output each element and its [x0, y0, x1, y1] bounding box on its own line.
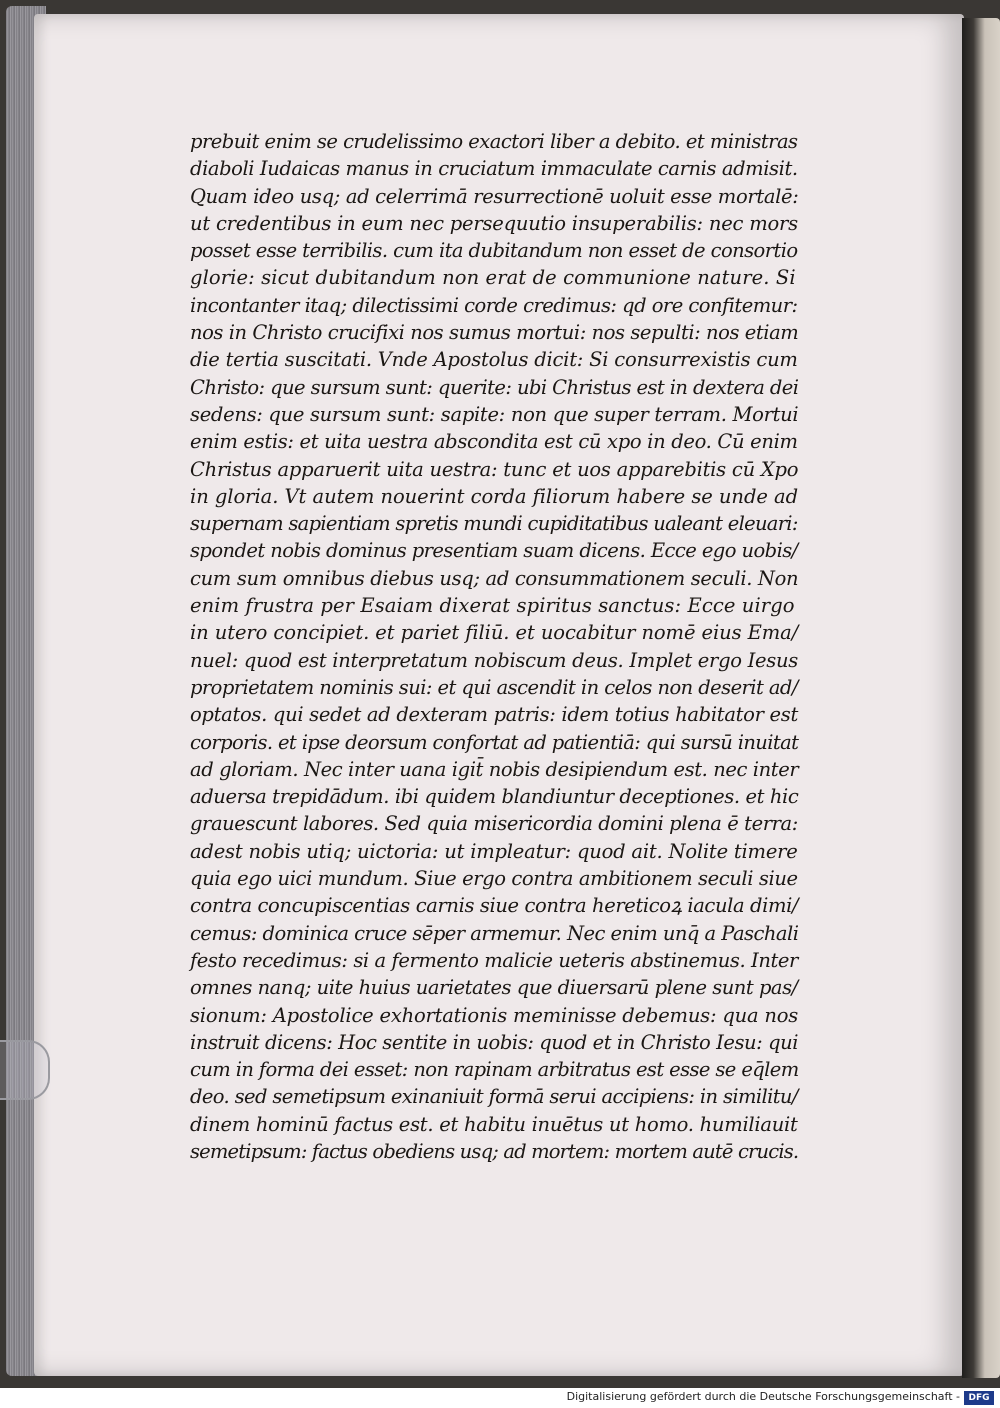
text-line: cemus: dominica cruce sēper armemur. Nec enim unq̄ a Paschali: [190, 921, 799, 945]
text-line: Christus apparuerit uita uestra: tunc et uos apparebitis cū Xpo: [190, 457, 799, 481]
text-line: sedens: que sursum sunt: sapite: non que super terram. Mortui: [190, 402, 799, 426]
text-line: posset esse terribilis. cum ita dubitandum non esset de consortio: [190, 239, 798, 263]
text-line: sionum: Apostolice exhortationis meminisse debemus: qua nos: [190, 1003, 799, 1027]
text-line: deo. sed semetipsum exinaniuit formā serui accipiens: in similitu/: [190, 1085, 798, 1109]
text-line: supernam sapientiam spretis mundi cupiditatibus ualeant eleuari:: [190, 512, 798, 536]
text-line: proprietatem nominis sui: et qui ascendit in celos non deserit ad/: [190, 675, 798, 699]
funding-notice: Digitalisierung gefördert durch die Deutsche Forschungsgemeinschaft -: [566, 1390, 960, 1403]
text-line: incontanter itaq; dilectissimi corde credimus: qd ore confitemur:: [190, 293, 798, 317]
text-line: aduersa trepidādum. ibi quidem blandiuntur deceptiones. et hic: [190, 785, 799, 809]
text-line: prebuit enim se crudelissimo exactori liber a debito. et ministras: [190, 130, 798, 153]
text-line: optatos. qui sedet ad dexteram patris: idem totius habitator est: [190, 703, 798, 727]
text-line: cum sum omnibus diebus usq; ad consummationem seculi. Non: [190, 566, 799, 590]
text-line: semetipsum: factus obediens usq; ad mortem: mortem autē crucis.: [190, 1139, 799, 1163]
text-line: corporis. et ipse deorsum confortat ad patientiā: qui sursū inuitat: [190, 730, 799, 754]
text-line: omnes nanq; uite huius uarietates que diuersarū plene sunt pas/: [190, 976, 798, 1000]
text-line: nos in Christo crucifixi nos sumus mortui: nos sepulti: nos etiam: [190, 321, 799, 345]
dfg-logo-icon: DFG: [964, 1391, 994, 1405]
text-line: cum in forma dei esset: non rapinam arbitratus est esse se eq̄lem: [190, 1058, 799, 1082]
text-line: Christo: que sursum sunt: querite: ubi Christus est in dextera dei: [190, 375, 799, 399]
text-line: festo recedimus: si a fermento malicie ueteris abstinemus. Inter: [190, 948, 798, 972]
text-line: grauescunt labores. Sed quia misericordia domini plena ē terra:: [190, 812, 798, 836]
text-line: glorie: sicut dubitandum non erat de communione nature. Si: [190, 266, 796, 290]
text-line: contra concupiscentias carnis siue contra hereticoꝝ iacula dimi/: [190, 894, 799, 918]
page-text-block: [190, 128, 798, 1165]
book-binding-right: [962, 18, 1000, 1378]
text-line: ad gloriam. Nec inter uana igit̄ nobis desipiendum est. nec inter: [190, 757, 799, 781]
text-line: enim estis: et uita uestra abscondita est cū xpo in deo. Cū enim: [190, 430, 798, 454]
text-line: in utero concipiet. et pariet filiū. et uocabitur nomē eius Ema/: [190, 621, 799, 645]
text-line: spondet nobis dominus presentiam suam dicens. Ecce ego uobis/: [190, 539, 798, 563]
text-line: quia ego uici mundum. Siue ergo contra ambitionem seculi siue: [190, 867, 798, 891]
text-line: instruit dicens: Hoc sentite in uobis: quod et in Christo Iesu: qui: [190, 1030, 799, 1054]
text-line: Quam ideo usq; ad celerrimā resurrectionē uoluit esse mortalē:: [190, 184, 799, 208]
text-line: ut credentibus in eum nec persequutio insuperabilis: nec mors: [190, 211, 798, 235]
text-line: nuel: quod est interpretatum nobiscum deus. Implet ergo Iesus: [190, 648, 798, 672]
text-line: in gloria. Vt autem nouerint corda filiorum habere se unde ad: [190, 484, 799, 508]
text-line: dinem hominū factus est. et habitu inuētus ut homo. humiliauit: [190, 1112, 798, 1136]
text-line: enim frustra per Esaiam dixerat spiritus sanctus: Ecce uirgo: [190, 594, 795, 618]
text-line: diaboli Iudaicas manus in cruciatum immaculate carnis admisit.: [190, 157, 798, 181]
page-clip: [0, 1040, 50, 1100]
footer-bar: [0, 1388, 1000, 1408]
text-line: adest nobis utiq; uictoria: ut impleatur: quod ait. Nolite timere: [190, 839, 798, 863]
text-line: die tertia suscitati. Vnde Apostolus dicit: Si consurrexistis cum: [190, 348, 798, 372]
